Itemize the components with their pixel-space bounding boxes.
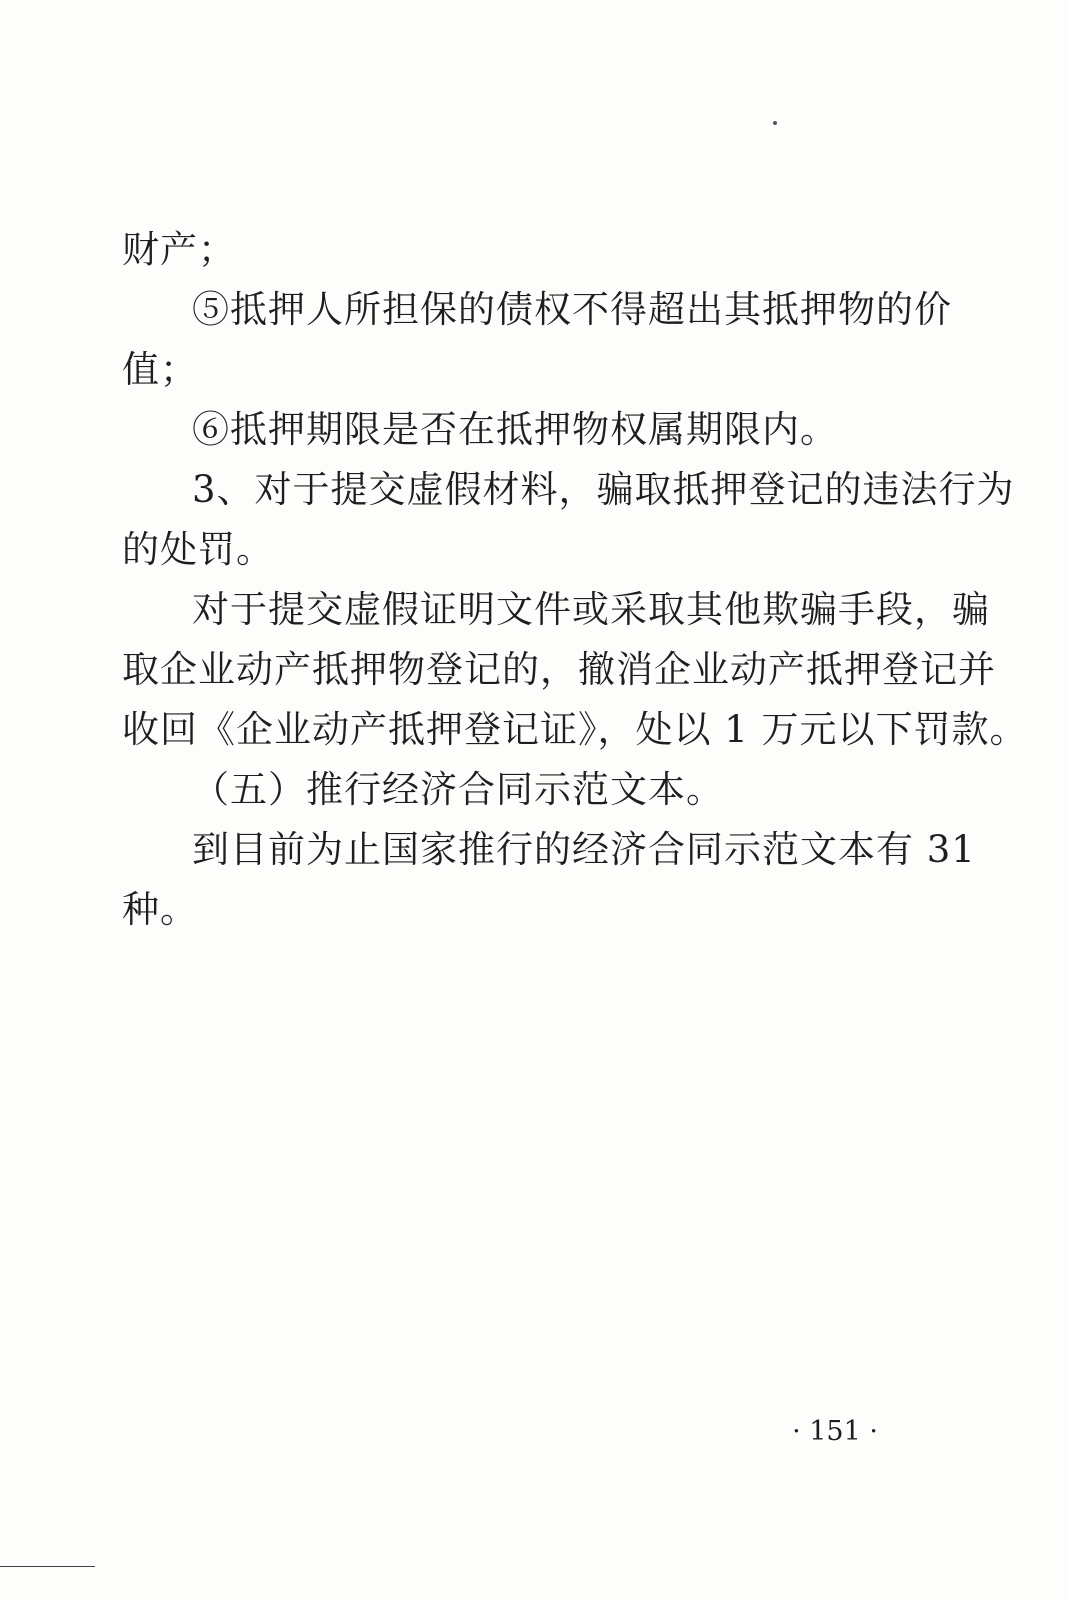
text-line: ⑤抵押人所担保的债权不得超出其抵押物的价: [192, 288, 952, 331]
page-number: · 151 ·: [792, 1416, 878, 1447]
text-line: 取企业动产抵押物登记的，撤消企业动产抵押登记并: [122, 648, 996, 691]
text-line: 种。: [122, 888, 198, 931]
text-line: （五）推行经济合同示范文本。: [192, 768, 724, 811]
text-line: 对于提交虚假证明文件或采取其他欺骗手段，骗: [192, 588, 990, 631]
text-line: 3、对于提交虚假材料，骗取抵押登记的违法行为: [192, 468, 1015, 511]
text-line: 值；: [122, 348, 198, 391]
text-line: 财产；: [122, 228, 236, 271]
text-line: ⑥抵押期限是否在抵押物权属期限内。: [192, 408, 838, 451]
scan-edge-line: [0, 1566, 95, 1567]
text-line: 到目前为止国家推行的经济合同示范文本有 31: [192, 828, 976, 871]
body-text: [122, 220, 1028, 940]
text-line: 的处罚。: [122, 528, 274, 571]
scan-speck: [773, 121, 777, 125]
text-line: 收回《企业动产抵押登记证》，处以 1 万元以下罚款。: [122, 708, 1028, 751]
